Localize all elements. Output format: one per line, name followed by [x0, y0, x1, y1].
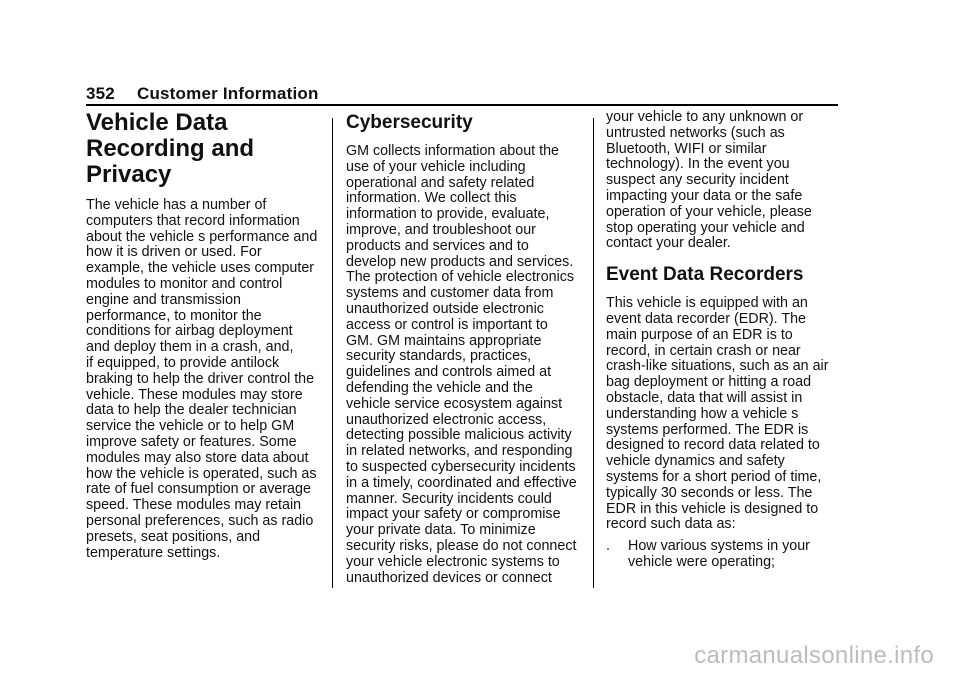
- text-line: in related networks, and responding: [346, 443, 573, 460]
- text-line: guidelines and controls aimed at: [346, 364, 552, 381]
- text-line: This vehicle is equipped with an: [606, 295, 808, 312]
- text-line: untrusted networks (such as: [606, 124, 785, 141]
- text-line: braking to help the driver control the: [86, 370, 315, 387]
- heading-line: Recording and: [86, 135, 255, 162]
- text-line: systems performed. The EDR is: [606, 421, 809, 438]
- text-line: in a timely, coordinated and effective: [346, 474, 577, 491]
- event-data-recorders-heading: Event Data Recorders: [606, 264, 804, 286]
- text-line: conditions for airbag deployment: [86, 323, 293, 340]
- page-number: 352: [86, 84, 115, 103]
- text-line: record such data as:: [606, 516, 736, 533]
- text-line: your vehicle to any unknown or: [606, 109, 804, 125]
- text-line: information. We collect this: [346, 190, 517, 207]
- text-line: defending the vehicle and the: [346, 379, 533, 396]
- text-line: EDR in this vehicle is designed to: [606, 500, 819, 517]
- column-divider: [593, 118, 594, 588]
- text-line: detecting possible malicious activity: [346, 427, 572, 444]
- text-line: How various systems in your: [628, 538, 810, 555]
- text-line: technology). In the event you: [606, 156, 790, 173]
- column-3: [606, 110, 842, 571]
- column-2: [346, 110, 582, 586]
- text-line: suspect any security incident: [606, 172, 789, 189]
- text-line: Bluetooth, WIFI or similar: [606, 140, 767, 157]
- section-title: Customer Information: [136, 84, 319, 103]
- text-line: The vehicle has a number of: [86, 197, 267, 213]
- text-line: your private data. To minimize: [346, 522, 536, 539]
- text-line: example, the vehicle uses computer: [86, 260, 315, 277]
- text-line: products and services and to: [346, 237, 529, 254]
- text-line: vehicle were operating;: [628, 553, 776, 570]
- text-line: typically 30 seconds or less. The: [606, 484, 813, 501]
- bullet-text: [628, 539, 842, 571]
- text-line: about the vehicle s performance and: [86, 228, 318, 245]
- vehicle-data-paragraph: [86, 198, 322, 561]
- text-line: access or control is important to: [346, 316, 548, 333]
- text-line: modules to monitor and control: [86, 275, 283, 292]
- column-divider: [332, 118, 333, 588]
- text-line: operation of your vehicle, please: [606, 203, 812, 220]
- text-line: service the vehicle or to help GM: [86, 418, 295, 435]
- text-line: if equipped, to provide antilock: [86, 354, 280, 371]
- text-line: systems for a short period of time,: [606, 468, 822, 485]
- heading-line: Vehicle Data: [86, 109, 228, 136]
- cybersecurity-continued-paragraph: [606, 110, 842, 252]
- text-line: performance, to monitor the: [86, 307, 262, 324]
- text-line: and deploy them in a crash, and,: [86, 339, 294, 356]
- text-line: manner. Security incidents could: [346, 490, 552, 507]
- text-line: record, in certain crash or near: [606, 342, 801, 359]
- text-line: unauthorized outside electronic: [346, 300, 544, 317]
- text-line: vehicle. These modules may store: [86, 386, 303, 403]
- text-line: main purpose of an EDR is to: [606, 326, 793, 343]
- text-line: GM collects information about the: [346, 143, 559, 159]
- text-line: personal preferences, such as radio: [86, 512, 314, 529]
- text-line: obstacle, data that will assist in: [606, 389, 803, 406]
- text-line: how the vehicle is operated, such as: [86, 465, 317, 482]
- page-header: [86, 84, 319, 104]
- text-line: systems and customer data from: [346, 285, 554, 302]
- text-line: GM. GM maintains appropriate: [346, 332, 542, 349]
- text-line: contact your dealer.: [606, 235, 731, 252]
- text-line: engine and transmission: [86, 291, 241, 308]
- text-line: information to provide, evaluate,: [346, 206, 550, 223]
- text-line: data to help the dealer technician: [86, 402, 297, 419]
- text-line: temperature settings.: [86, 544, 221, 561]
- column-1: [86, 110, 322, 561]
- header-rule: [86, 104, 838, 106]
- text-line: speed. These modules may retain: [86, 497, 302, 514]
- text-line: improve safety or features. Some: [86, 433, 297, 450]
- text-line: impacting your data or the safe: [606, 187, 803, 204]
- text-line: to suspected cybersecurity incidents: [346, 458, 576, 475]
- text-line: use of your vehicle including: [346, 158, 526, 175]
- text-line: unauthorized electronic access,: [346, 411, 547, 428]
- text-line: modules may also store data about: [86, 449, 309, 466]
- text-line: unauthorized devices or connect: [346, 569, 552, 586]
- text-line: security standards, practices,: [346, 348, 532, 365]
- text-line: bag deployment or hitting a road: [606, 374, 812, 391]
- text-line: designed to record data related to: [606, 437, 820, 454]
- cybersecurity-paragraph: [346, 144, 582, 586]
- text-line: your vehicle electronic systems to: [346, 553, 560, 570]
- heading-line: Privacy: [86, 161, 172, 188]
- watermark: carmanualsonline.info: [694, 642, 934, 669]
- text-line: impact your safety or compromise: [346, 506, 561, 523]
- text-line: computers that record information: [86, 212, 300, 229]
- text-line: operational and safety related: [346, 174, 535, 191]
- text-line: understanding how a vehicle s: [606, 405, 799, 422]
- text-line: security risks, please do not connect: [346, 537, 577, 554]
- text-line: improve, and troubleshoot our: [346, 221, 536, 238]
- text-line: how it is driven or used. For: [86, 244, 262, 261]
- text-line: stop operating your vehicle and: [606, 219, 805, 236]
- text-line: presets, seat positions, and: [86, 528, 261, 545]
- cybersecurity-heading: Cybersecurity: [346, 112, 473, 133]
- text-line: event data recorder (EDR). The: [606, 310, 806, 327]
- text-line: vehicle service ecosystem against: [346, 395, 563, 412]
- text-line: develop new products and services.: [346, 253, 574, 270]
- bullet-mark: .: [606, 538, 610, 555]
- text-line: The protection of vehicle electronics: [346, 269, 575, 286]
- bullet-item: [606, 539, 842, 571]
- vehicle-data-heading: [86, 110, 322, 188]
- edr-paragraph: [606, 296, 842, 533]
- text-line: vehicle dynamics and safety: [606, 453, 785, 470]
- text-line: crash-like situations, such as an air: [606, 358, 829, 375]
- text-line: rate of fuel consumption or average: [86, 481, 311, 498]
